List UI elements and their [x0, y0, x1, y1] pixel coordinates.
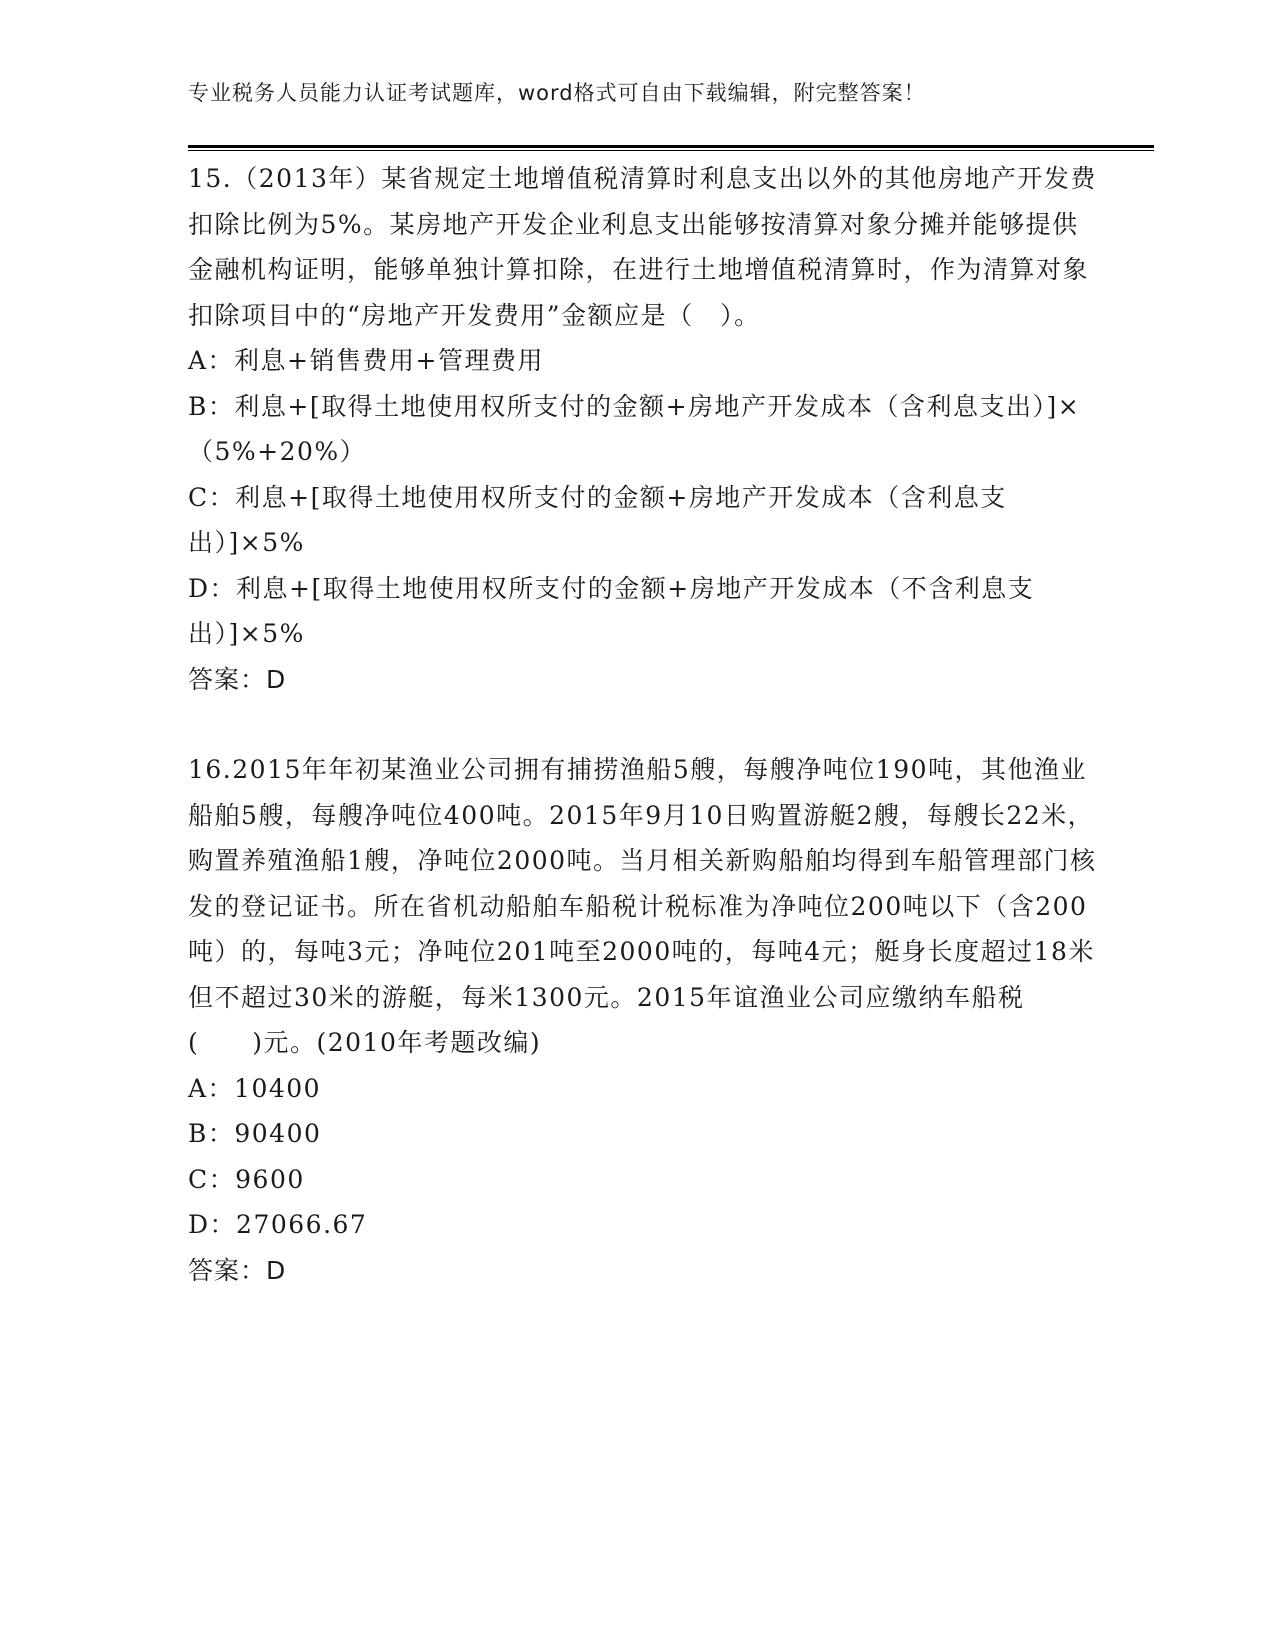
question-15 — [188, 156, 1098, 702]
option-d: D：27066.67 — [188, 1210, 368, 1239]
option-b: B：90400 — [188, 1119, 322, 1148]
question-stem: 15.（2013年）某省规定土地增值税清算时利息支出以外的其他房地产开发费扣除比例为5%。某房地产开发企业利息支出能够按清算对象分摊并能够提供金融机构证明，能够单独计算扣除，在进行土地增值税清算时，作为清算对象扣除项目中的“房地产开发费用”金额应是（ ）。 — [188, 164, 1097, 330]
option-c: C：9600 — [188, 1164, 305, 1194]
option-a: A：利息+销售费用+管理费用 — [188, 346, 544, 375]
question-stem: 16.2015年年初某渔业公司拥有捕捞渔船5艘，每艘净吨位190吨，其他渔业船舶5艘，每艘净吨位400吨。2015年9月10日购置游艇2艘，每艘长22米，购置养殖渔船1艘，净吨位2000吨。当月相关新购船舶均得到车船管理部门核发的登记证书。所在省机动船舶车船税计税标准为净吨位200吨以下（含200吨）的，每吨3元；净吨位201吨至2000吨的，每吨4元；艇身长度超过18米但不超过30米的游艇，每米1300元。2015年谊渔业公司应缴纳车船税( )元。(2010年考题改编) — [188, 755, 1097, 1057]
answer-label: 答案：D — [188, 1255, 287, 1285]
page-header: 专业税务人员能力认证考试题库，word格式可自由下载编辑，附完整答案！ — [188, 81, 926, 105]
option-d: D：利息+[取得土地使用权所支付的金额+房地产开发成本（不含利息支出）]×5% — [188, 573, 1035, 648]
option-b: B：利息+[取得土地使用权所支付的金额+房地产开发成本（含利息支出）]×（5%+20%） — [188, 391, 1081, 466]
question-list — [188, 156, 1098, 1293]
question-spacer — [188, 702, 1098, 747]
option-a: A：10400 — [188, 1073, 322, 1103]
header-divider — [188, 145, 1154, 151]
answer-label: 答案：D — [188, 664, 287, 694]
option-c: C：利息+[取得土地使用权所支付的金额+房地产开发成本（含利息支出）]×5% — [188, 482, 1007, 557]
question-16 — [188, 747, 1098, 1293]
